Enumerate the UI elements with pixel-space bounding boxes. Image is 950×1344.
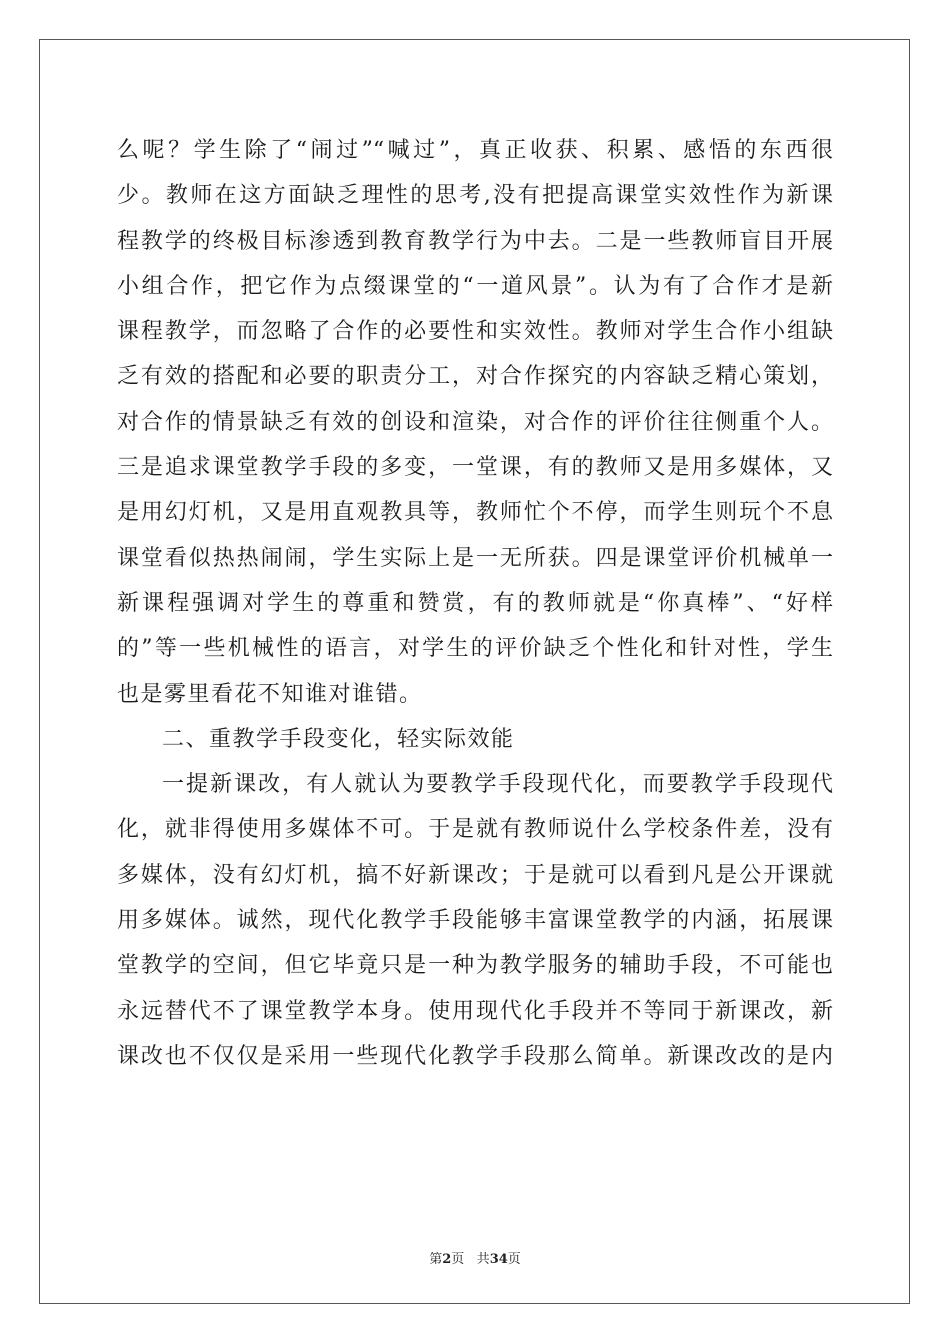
text-line: 永远替代不了课堂教学本身。使用现代化手段并不等同于新课改，新 (117, 998, 833, 1024)
page-footer (0, 1248, 950, 1267)
text-line: 也是雾里看花不知谁对谁错。 (117, 681, 423, 707)
section-heading: 二、重教学手段变化，轻实际效能 (162, 726, 515, 752)
total-suffix: 页 (507, 1252, 521, 1267)
text-line: 少。教师在这方面缺乏理性的思考,没有把提高课堂实效性作为新课 (117, 183, 833, 209)
text-line: 多媒体，没有幻灯机，搞不好新课改；于是就可以看到凡是公开课就 (117, 862, 833, 888)
total-prefix: 共 (476, 1252, 490, 1267)
text-line: 程教学的终极目标渗透到教育教学行为中去。二是一些教师盲目开展 (117, 228, 833, 254)
text-line: 是用幻灯机，又是用直观教具等，教师忙个不停，而学生则玩个不息 (117, 500, 833, 526)
page-prefix: 第 (429, 1252, 443, 1267)
text-line: 一提新课改，有人就认为要教学手段现代化，而要教学手段现代 (162, 772, 833, 798)
text-line: 的”等一些机械性的语言，对学生的评价缺乏个性化和针对性，学生 (117, 636, 833, 662)
document-body (117, 128, 833, 1079)
text-line: 乏有效的搭配和必要的职责分工，对合作探究的内容缺乏精心策划， (117, 364, 833, 390)
text-line: 么呢？学生除了“闹过”“喊过”，真正收获、积累、感悟的东西很 (117, 138, 833, 163)
text-line: 用多媒体。诚然，现代化教学手段能够丰富课堂教学的内涵，拓展课 (117, 908, 833, 934)
text-line: 课堂看似热热闹闹，学生实际上是一无所获。四是课堂评价机械单一 (117, 545, 833, 571)
page-number: 2 (442, 1252, 452, 1267)
text-line: 三是追求课堂教学手段的多变，一堂课，有的教师又是用多媒体，又 (117, 455, 833, 481)
text-line: 课改也不仅仅是采用一些现代化教学手段那么简单。新课改改的是内 (117, 1043, 833, 1069)
text-line: 课程教学，而忽略了合作的必要性和实效性。教师对学生合作小组缺 (117, 319, 833, 345)
text-line: 化，就非得使用多媒体不可。于是就有教师说什么学校条件差，没有 (117, 817, 833, 843)
text-line: 对合作的情景缺乏有效的创设和渲染，对合作的评价往往侧重个人。 (117, 409, 833, 435)
text-line: 小组合作，把它作为点缀课堂的“一道风景”。认为有了合作才是新 (117, 273, 833, 299)
text-line: 堂教学的空间，但它毕竟只是一种为教学服务的辅助手段，不可能也 (117, 953, 833, 979)
page-suffix: 页 (451, 1252, 465, 1267)
text-line: 新课程强调对学生的尊重和赞赏，有的教师就是“你真棒”、“好样 (117, 590, 833, 616)
total-pages: 34 (489, 1252, 508, 1267)
